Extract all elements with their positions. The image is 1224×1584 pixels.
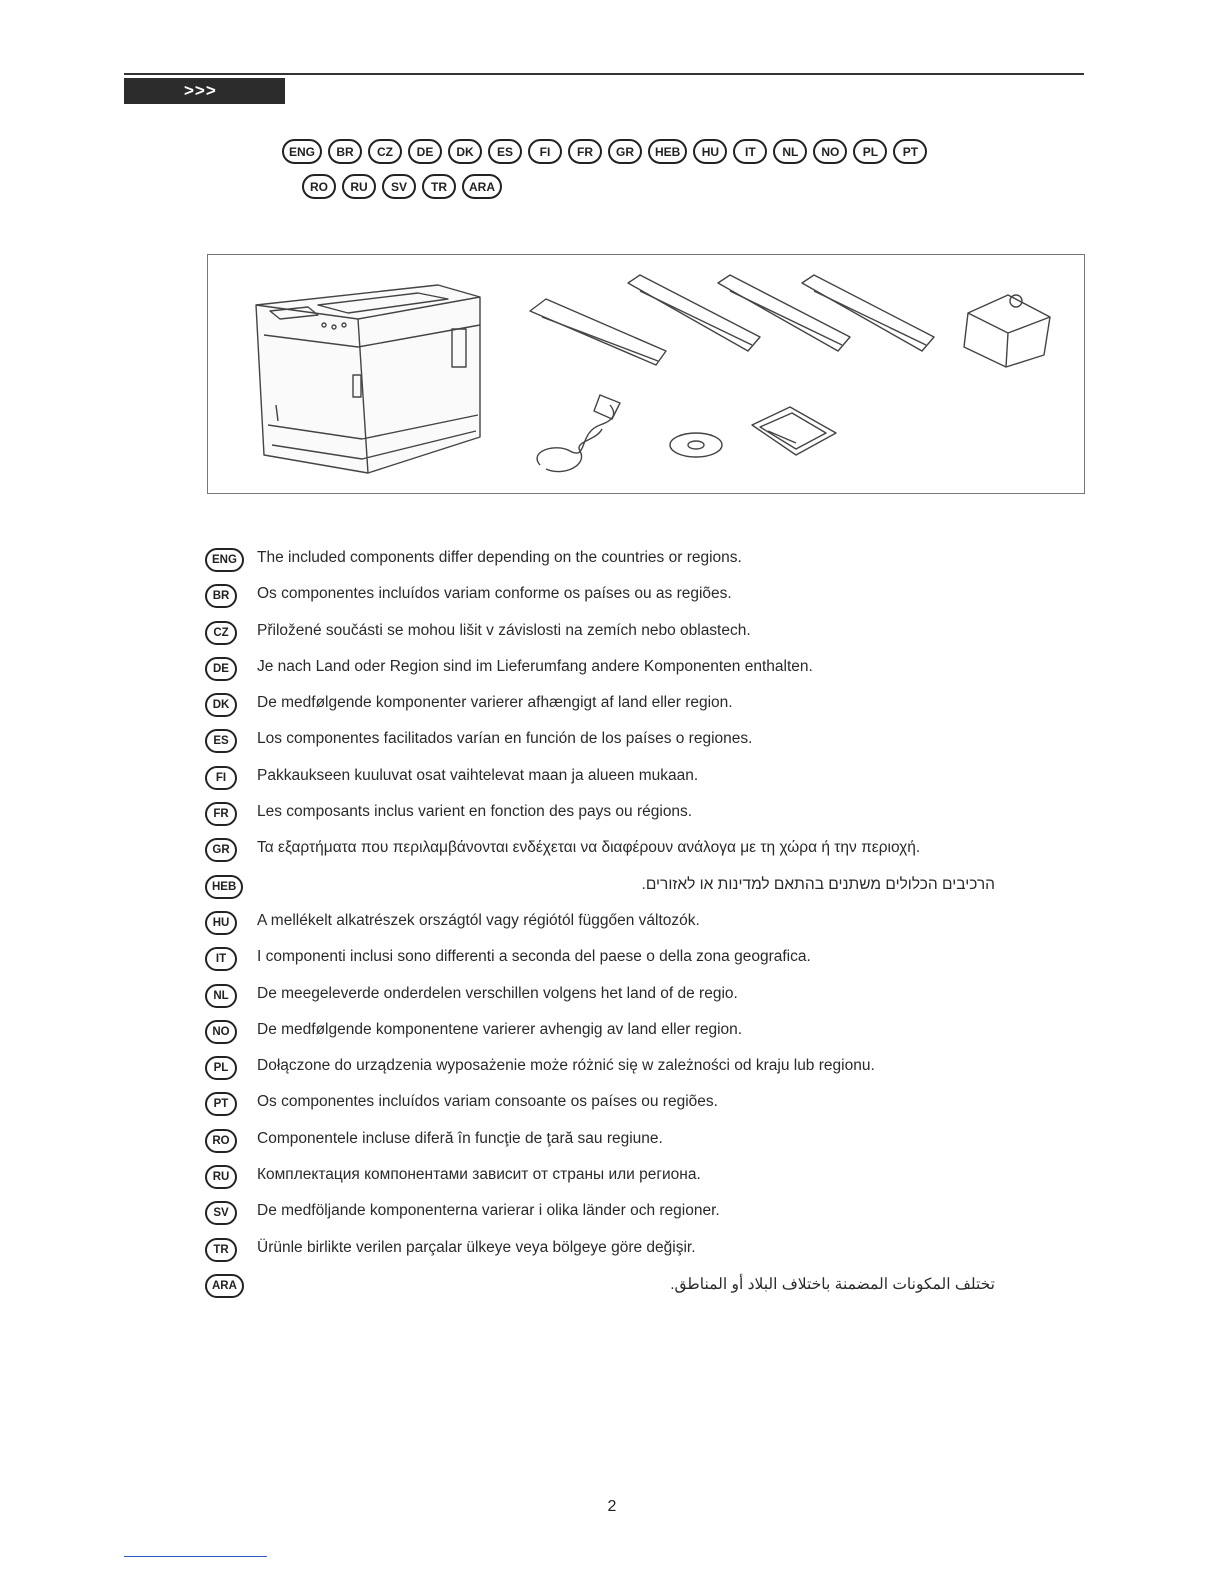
language-badge-it: IT — [733, 139, 767, 164]
header-rule — [124, 73, 1084, 75]
statement-row-pt — [205, 1088, 1085, 1124]
language-badge: FR — [205, 802, 237, 826]
language-badge: SV — [205, 1201, 237, 1225]
statement-text: De medföljande komponenterna varierar i olika länder och regioner. — [257, 1202, 720, 1220]
package-contents-drawing — [208, 255, 1086, 495]
language-badges-row-1 — [282, 139, 927, 164]
statement-row-hu — [205, 907, 1085, 943]
statement-text: De medfølgende komponentene varierer avhengig av land eller region. — [257, 1020, 743, 1038]
language-badge: RU — [205, 1165, 237, 1189]
language-badge: CZ — [205, 621, 237, 645]
statement-row-ro — [205, 1125, 1085, 1161]
language-badge-ru: RU — [342, 174, 376, 199]
language-badge: TR — [205, 1238, 237, 1262]
statement-text: De meegeleverde onderdelen verschillen volgens het land of de regio. — [257, 984, 738, 1002]
statement-text: הרכיבים הכלולים משתנים בהתאם למדינות או לאזורים. — [641, 875, 995, 893]
statement-text: Componentele incluse diferă în funcţie de ţară sau regiune. — [257, 1129, 663, 1147]
language-badge: PT — [205, 1092, 237, 1116]
cd-icon — [670, 433, 722, 457]
statement-text: Os componentes incluídos variam conforme os países ou as regiões. — [257, 585, 732, 603]
power-cord-icon — [537, 395, 620, 472]
language-badge-ara: ARA — [462, 174, 502, 199]
statement-row-sv — [205, 1197, 1085, 1233]
language-badges-row-2 — [302, 174, 502, 199]
documents-icon — [752, 407, 836, 455]
language-badge: NO — [205, 1020, 237, 1044]
statement-text: Os componentes incluídos variam consoante os países ou regiões. — [257, 1093, 718, 1111]
footer-rule — [124, 1556, 267, 1557]
statement-row-ru — [205, 1161, 1085, 1197]
language-badge-eng: ENG — [282, 139, 322, 164]
statement-text: Je nach Land oder Region sind im Lieferumfang andere Komponenten enthalten. — [257, 657, 813, 675]
statement-text: Pakkaukseen kuuluvat osat vaihtelevat maan ja alueen mukaan. — [257, 766, 699, 784]
language-badge-hu: HU — [693, 139, 727, 164]
waste-toner-box-icon — [964, 295, 1050, 367]
language-badge-tr: TR — [422, 174, 456, 199]
statement-row-br — [205, 580, 1085, 616]
statement-text: Dołączone do urządzenia wyposażenie może różnić się w zależności od kraju lub regionu. — [257, 1057, 875, 1075]
language-badge: IT — [205, 947, 237, 971]
language-badge-gr: GR — [608, 139, 642, 164]
language-badge: DE — [205, 657, 237, 681]
statement-row-cz — [205, 617, 1085, 653]
language-badge-pt: PT — [893, 139, 927, 164]
language-badge-pl: PL — [853, 139, 887, 164]
language-badge-fr: FR — [568, 139, 602, 164]
language-badge: ENG — [205, 548, 244, 572]
statement-row-it — [205, 943, 1085, 979]
language-badge: HEB — [205, 875, 243, 899]
statement-text: I componenti inclusi sono differenti a seconda del paese o della zona geografica. — [257, 948, 811, 966]
statement-text: Les composants inclus varient en fonction des pays ou régions. — [257, 803, 693, 821]
language-badge-sv: SV — [382, 174, 416, 199]
language-badge: GR — [205, 838, 237, 862]
language-badge-de: DE — [408, 139, 442, 164]
statement-text: Přiložené součásti se mohou lišit v závislosti na zemích nebo oblastech. — [257, 621, 751, 639]
statement-row-dk — [205, 689, 1085, 725]
language-badge: NL — [205, 984, 237, 1008]
statement-row-tr — [205, 1234, 1085, 1270]
statement-text: Los componentes facilitados varían en función de los países o regiones. — [257, 730, 753, 748]
statement-row-gr — [205, 834, 1085, 870]
language-badge-ro: RO — [302, 174, 336, 199]
statement-row-no — [205, 1016, 1085, 1052]
language-badge-no: NO — [813, 139, 847, 164]
statement-row-nl — [205, 980, 1085, 1016]
language-badge-fi: FI — [528, 139, 562, 164]
language-badge-br: BR — [328, 139, 362, 164]
language-badge-nl: NL — [773, 139, 807, 164]
language-badge: BR — [205, 584, 237, 608]
section-tab: >>> — [124, 78, 285, 104]
language-badge: HU — [205, 911, 237, 935]
language-badge-heb: HEB — [648, 139, 687, 164]
statement-row-eng — [205, 544, 1085, 580]
statement-text: The included components differ depending on the countries or regions. — [257, 549, 742, 566]
statement-text: تختلف المكونات المضمنة باختلاف البلاد أو المناطق. — [670, 1275, 995, 1293]
statement-text: A mellékelt alkatrészek országtól vagy régiótól függően változók. — [257, 911, 700, 929]
statement-row-ara — [205, 1270, 1085, 1306]
statement-row-heb — [205, 871, 1085, 907]
language-badge: ES — [205, 729, 237, 753]
printer-icon — [256, 285, 480, 473]
statement-text: Комплектация компонентами зависит от страны или региона. — [257, 1166, 701, 1184]
statement-text: Τα εξαρτήματα που περιλαμβάνονται ενδέχεται να διαφέρουν ανάλογα με τη χώρα ή την περιοχή. — [257, 839, 921, 857]
statement-row-fi — [205, 762, 1085, 798]
toner-cartridge-icons — [530, 275, 934, 365]
page-number: 2 — [607, 1498, 617, 1515]
statement-text: De medfølgende komponenter varierer afhængigt af land eller region. — [257, 694, 733, 712]
statement-row-fr — [205, 798, 1085, 834]
package-contents-illustration — [207, 254, 1085, 494]
language-badge: RO — [205, 1129, 237, 1153]
statement-text: Ürünle birlikte verilen parçalar ülkeye veya bölgeye göre değişir. — [257, 1238, 696, 1256]
statement-row-de — [205, 653, 1085, 689]
statement-list — [205, 544, 1085, 1306]
language-badge: FI — [205, 766, 237, 790]
language-badge: PL — [205, 1056, 237, 1080]
language-badge: DK — [205, 693, 237, 717]
language-badge-es: ES — [488, 139, 522, 164]
language-badge-cz: CZ — [368, 139, 402, 164]
statement-row-pl — [205, 1052, 1085, 1088]
language-badge-dk: DK — [448, 139, 482, 164]
language-badge: ARA — [205, 1274, 244, 1298]
statement-row-es — [205, 725, 1085, 761]
